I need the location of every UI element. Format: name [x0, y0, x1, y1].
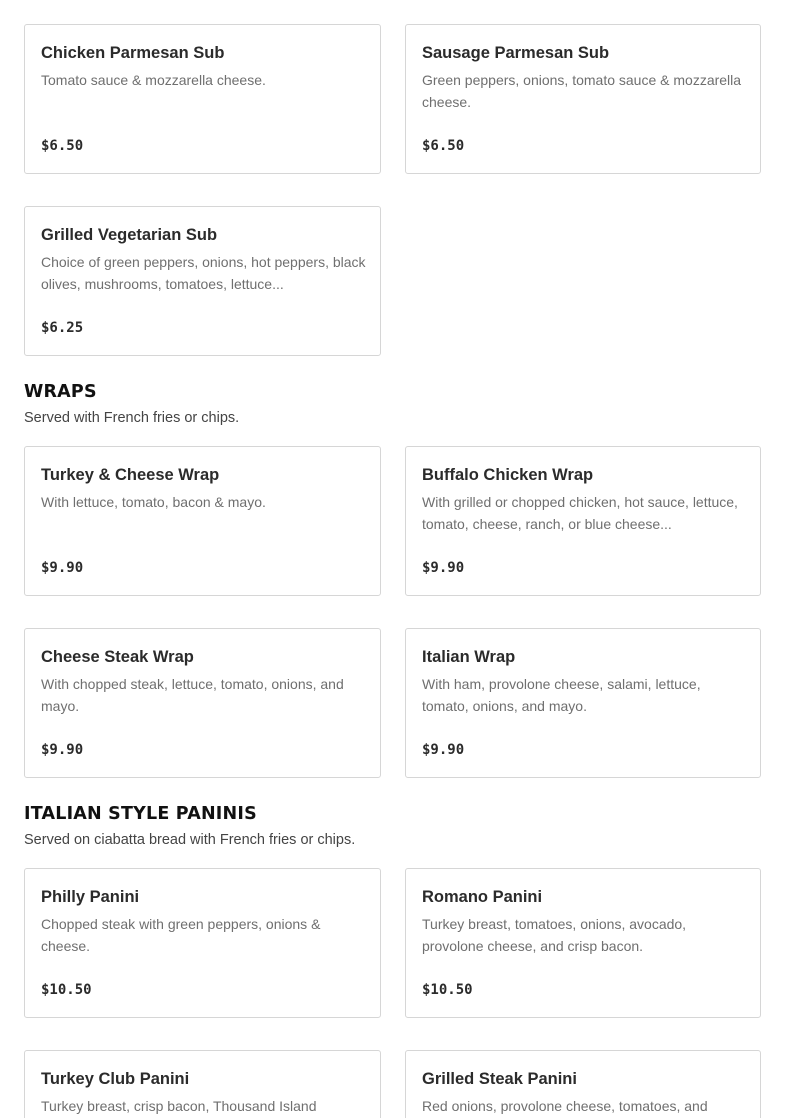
- item-price: $9.90: [41, 742, 84, 758]
- item-price: $10.50: [422, 982, 473, 998]
- subs-grid: [24, 24, 761, 356]
- item-description: With lettuce, tomato, bacon & mayo.: [41, 494, 266, 510]
- item-name: Chicken Parmesan Sub: [41, 44, 225, 62]
- item-description: Choice of green peppers, onions, hot peppers, black olives, mushrooms, tomatoes, lettuce...: [41, 254, 366, 292]
- menu-item-card[interactable]: [405, 446, 761, 596]
- item-name: Turkey & Cheese Wrap: [41, 466, 220, 484]
- wraps-section: [24, 381, 761, 427]
- item-description: Chopped steak with green peppers, onions & cheese.: [41, 916, 321, 954]
- item-name: Grilled Vegetarian Sub: [41, 226, 218, 244]
- item-description: Turkey breast, tomatoes, onions, avocado, provolone cheese, and crisp bacon.: [422, 916, 687, 954]
- item-description: With grilled or chopped chicken, hot sauce, lettuce, tomato, cheese, ranch, or blue cheese...: [422, 494, 738, 532]
- section-title: WRAPS: [24, 382, 97, 402]
- menu-item-card[interactable]: [405, 628, 761, 778]
- item-description: Tomato sauce & mozzarella cheese.: [41, 72, 266, 88]
- item-price: $9.90: [422, 742, 465, 758]
- item-description: Green peppers, onions, tomato sauce & mozzarella cheese.: [422, 72, 742, 110]
- item-price: $9.90: [41, 560, 84, 576]
- item-name: Buffalo Chicken Wrap: [422, 466, 594, 484]
- menu-item-card[interactable]: [24, 446, 381, 596]
- item-description: Turkey breast, crisp bacon, Thousand Island: [41, 1098, 317, 1114]
- item-name: Turkey Club Panini: [41, 1070, 190, 1088]
- menu-item-card[interactable]: [24, 628, 381, 778]
- menu-item-card[interactable]: [24, 24, 381, 174]
- item-price: $6.25: [41, 320, 84, 336]
- menu-item-card[interactable]: [24, 868, 381, 1018]
- item-name: Romano Panini: [422, 888, 543, 906]
- item-price: $6.50: [422, 138, 465, 154]
- menu-item-card[interactable]: [405, 868, 761, 1018]
- item-name: Philly Panini: [41, 888, 140, 906]
- item-name: Italian Wrap: [422, 648, 516, 666]
- section-title: ITALIAN STYLE PANINIS: [24, 804, 257, 824]
- item-price: $10.50: [41, 982, 92, 998]
- item-price: $9.90: [422, 560, 465, 576]
- item-name: Cheese Steak Wrap: [41, 648, 194, 666]
- item-price: $6.50: [41, 138, 84, 154]
- paninis-grid-partial: [24, 1050, 761, 1118]
- menu-item-card[interactable]: [24, 206, 381, 356]
- menu-item-card[interactable]: [405, 24, 761, 174]
- paninis-grid: [24, 868, 761, 1018]
- section-subtitle: Served on ciabatta bread with French fries or chips.: [24, 832, 356, 848]
- wraps-grid: [24, 446, 761, 778]
- menu-item-card[interactable]: [405, 1050, 761, 1118]
- item-name: Grilled Steak Panini: [422, 1070, 577, 1088]
- item-description: With chopped steak, lettuce, tomato, onions, and mayo.: [41, 676, 344, 714]
- item-description: With ham, provolone cheese, salami, lettuce, tomato, onions, and mayo.: [422, 676, 701, 714]
- item-name: Sausage Parmesan Sub: [422, 44, 610, 62]
- menu-item-card[interactable]: [24, 1050, 381, 1118]
- section-subtitle: Served with French fries or chips.: [24, 410, 240, 426]
- item-description: Red onions, provolone cheese, tomatoes, and: [422, 1098, 708, 1114]
- paninis-section: [24, 803, 761, 849]
